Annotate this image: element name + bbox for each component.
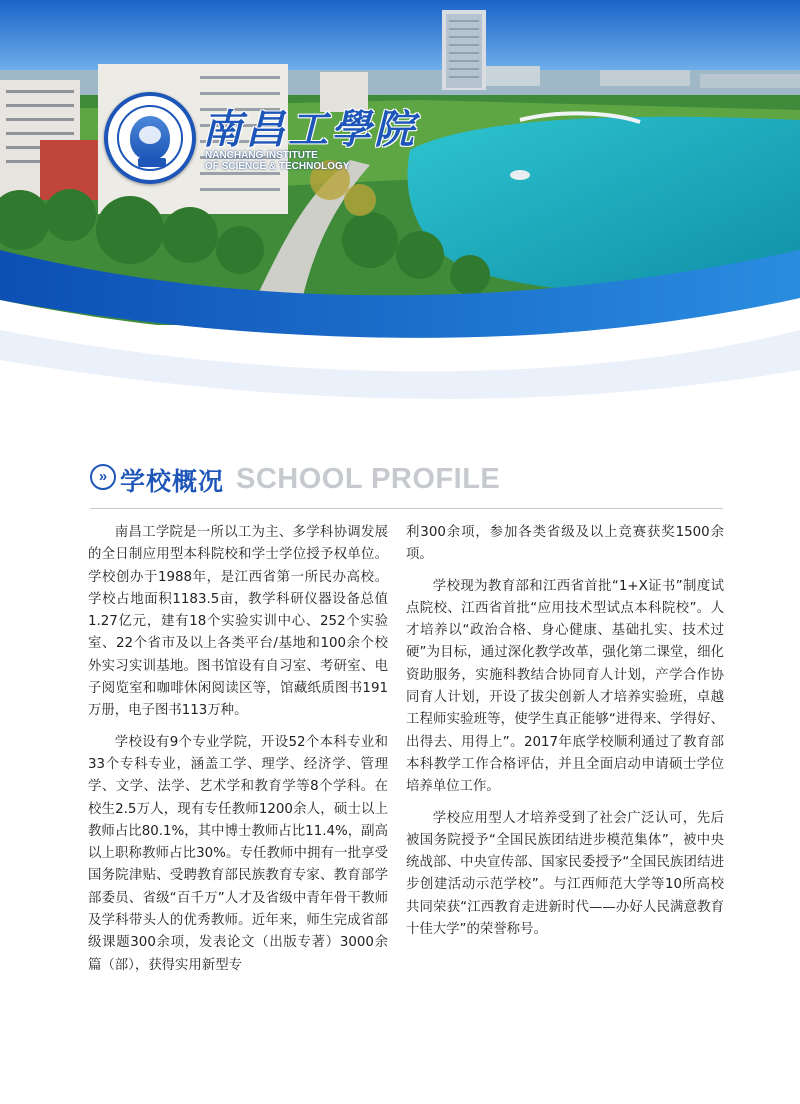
profile-paragraph: 学校现为教育部和江西省首批“1+X证书”制度试点院校、江西省首批“应用技术型试点本科院校”。人才培养以“政治合格、身心健康、基础扎实、技术过硬”为目标，通过深化教学改革，强化第二课堂，细化资助服务，实施科教结合协同育人计划，产学合作协同育人计划，开设了拔尖创新人才培养实验班，卓越工程师实验班等，使学生真正能够“进得来、学得好、出得去、用得上”。2017年底学校顺利通过了教育部本科教学工作合格评估，并且全面启动申请硕士学位培养单位工作。 — [406, 578, 724, 795]
section-title-cn: 学校概况 — [120, 467, 225, 496]
section-heading — [90, 462, 730, 502]
school-name-cn: 南昌工學院 — [202, 106, 417, 153]
school-name-en-line1: NANCHANG INSTITUTE — [205, 150, 318, 161]
profile-paragraph: 学校应用型人才培养受到了社会广泛认可，先后被国务院授予“全国民族团结进步模范集体”，被中央统战部、中央宣传部、国家民委授予“全国民族团结进步创建活动示范学校”。与江西师范大学等10所高校共同荣获“江西教育走进新时代——办好人民满意教育十佳大学”的荣誉称号。 — [406, 810, 724, 938]
emblem-year-badge — [138, 158, 166, 167]
heading-divider — [90, 508, 723, 509]
profile-paragraph: 南昌工学院是一所以工为主、多学科协调发展的全日制应用型本科院校和学士学位授予权单位。学校创办于1988年，是江西省第一所民办高校。学校占地面积1183.5亩，教学科研仪器设备总值1.27亿元，建有18个实验实训中心、252个实验室、22个省市及以上各类平台/基地和100余个校外实习实训基地。图书馆设有自习室、考研室、电子阅览室和咖啡休闲阅读区等，馆藏纸质图书191万册，电子图书113万种。 — [88, 525, 388, 719]
profile-column-left — [88, 522, 388, 977]
school-name-en — [205, 150, 349, 172]
section-title-en: SCHOOL PROFILE — [236, 463, 501, 495]
campus-banner — [0, 0, 800, 420]
profile-paragraph-continuation: 利300余项，参加各类省级及以上竞赛获奖1500余项。 — [406, 525, 724, 563]
campus-photo-illustration — [0, 0, 800, 420]
school-name-en-line2: OF SCIENCE & TECHNOLOGY — [205, 161, 350, 172]
emblem-dragon-icon — [130, 116, 170, 160]
profile-paragraph: 学校设有9个专业学院，开设52个本科专业和33个专科专业，涵盖工学、理学、经济学、管理学、文学、法学、艺术学和教育学等8个学科。在校生2.5万人，现有专任教师1200余人，硕士以上教师占比80.1%，其中博士教师占比11.4%，副高以上职称教师占比30%。专任教师中拥有一批享受国务院津贴、受聘教育部民族教育专家、教育部学部委员、省级“百千万”人才及省级中青年骨干教师及学科带头人的优秀教师。近年来，师生完成省部级课题300余项，发表论文（出版专著）3000余篇（部），获得实用新型专 — [88, 734, 388, 973]
profile-column-right — [406, 522, 724, 941]
school-emblem-logo — [104, 92, 196, 184]
double-chevron-right-icon: » — [90, 464, 116, 490]
